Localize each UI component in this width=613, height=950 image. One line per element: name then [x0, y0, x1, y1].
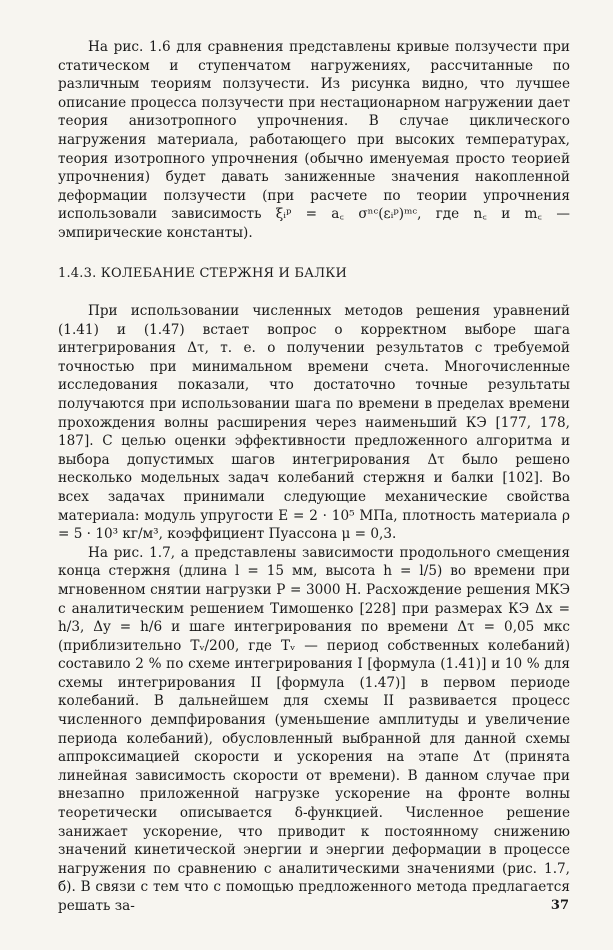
paragraph-2: При использовании численных методов решения уравнений (1.41) и (1.47) встает вопрос о корректном выборе шага интегрирования Δτ, т. е. о получении результатов с требуемой точностью при минимальном времени счета. Многочисленные исследования показали, что достаточно точные результаты получаются при использовании шага по времени в пределах времени прохождения волны расширения через наименьший КЭ [177, 178, 187]. С целью оценки эффективности предложенного алгоритма и выбора допустимых шагов интегрирования Δτ было решено несколько модельных задач колебаний стержня и балки [102]. Во всех задачах принимали следующие механические свойства материала: модуль упругости E = 2 · 10⁵ МПа, плотность материала ρ = 5 · 10³ кг/м³, коэффициент Пуассона μ = 0,3.	[58, 303, 570, 543]
page-number: 37	[550, 898, 569, 913]
section-heading: 1.4.3. КОЛЕБАНИЕ СТЕРЖНЯ И БАЛКИ	[58, 266, 348, 281]
paragraph-1: На рис. 1.6 для сравнения представлены кривые ползучести при статическом и ступенчатом нагружениях, рассчитанные по различным теориям ползучести. Из рисунка видно, что лучшее описание процесса ползучести при нестационарном нагружении дает теория анизотропного упрочнения. В случае циклического нагружения материала, работающего при высоких температурах, теория изотропного упрочнения (обычно именуемая просто теорией упрочнения) будет давать заниженные значения накопленной деформации ползучести (при расчете по теории упрочнения использовали зависимость ξᵢᵖ = a꜀ σⁿᶜ(εᵢᵖ)ᵐᶜ, где n꜀ и m꜀ — эмпирические константы).	[58, 39, 570, 241]
body-text	[58, 302, 570, 916]
paragraph-3: На рис. 1.7, а представлены зависимости продольного смещения конца стержня (длина l = 15 мм, высота h = l/5) во времени при мгновенном снятии нагрузки P = 3000 Н. Расхождение решения МКЭ с аналитическим решением Тимошенко [228] при размерах КЭ Δx = h/3, Δy = h/6 и шаге интегрирования по времени Δτ = 0,05 мкс (приблизительно Tᵥ/200, где Tᵥ — период собственных колебаний) составило 2 % по схеме интегрирования I [формула (1.41)] и 10 % для схемы интегрирования II [формула (1.47)] в первом периоде колебаний. В дальнейшем для схемы II развивается процесс численного демпфирования (уменьшение амплитуды и увеличение периода колебаний), обусловленный выбранной для данной схемы аппроксимацией скорости и ускорения на этапе Δτ (принята линейная зависимость скорости от времени). В данном случае при внезапно приложенной нагрузке ускорение на фронте волны теоретически описывается δ-функцией. Численное решение занижает ускорение, что приводит к постоянному снижению значений кинетической энергии и энергии деформации в процессе нагружения по сравнению с аналитическими значениями (рис. 1.7, б). В связи с тем что с помощью предложенного метода предлагается решать за-	[58, 544, 570, 914]
paragraph-creep-theories	[58, 38, 570, 243]
